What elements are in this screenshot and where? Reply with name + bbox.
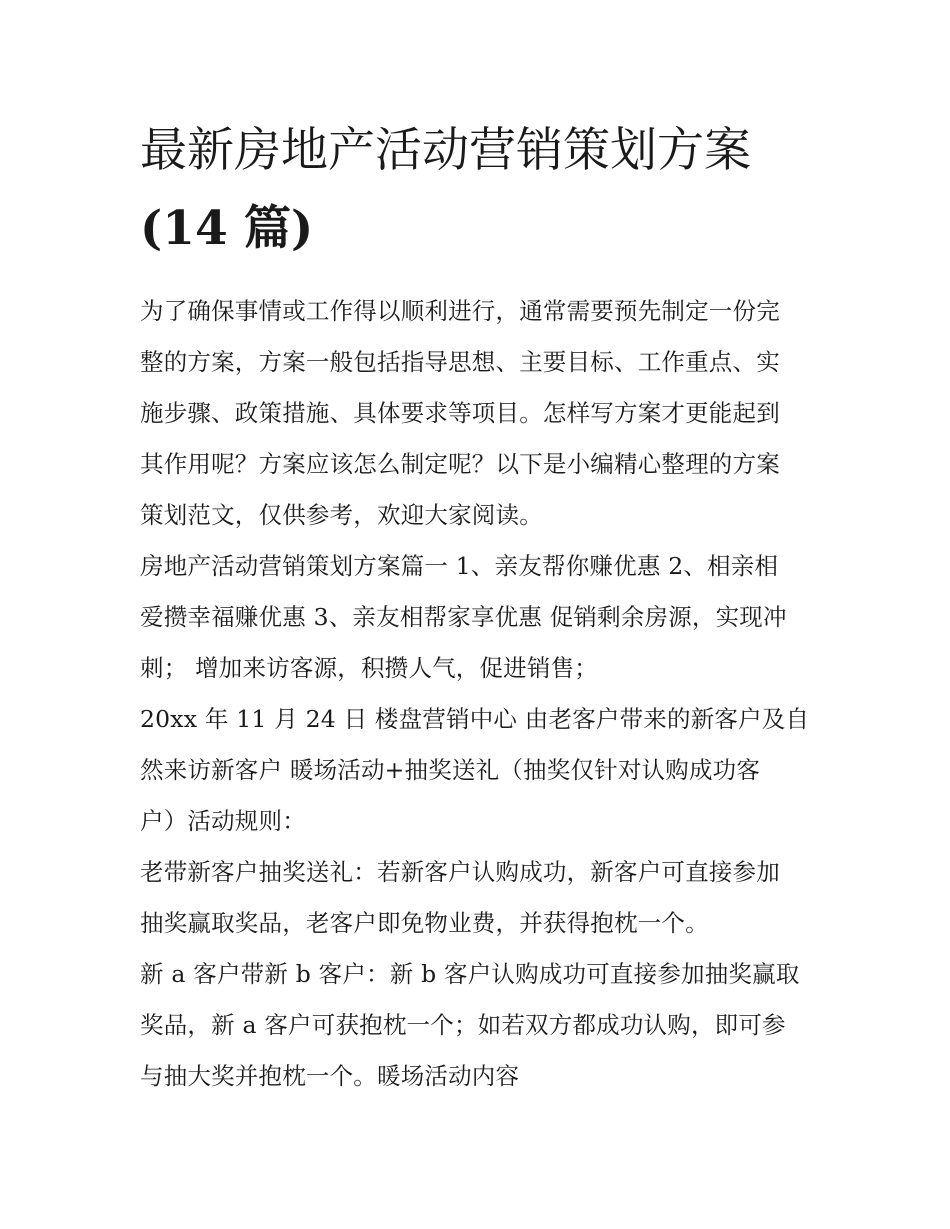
text-line: 施步骤、政策措施、具体要求等项目。怎样写方案才更能起到: [140, 399, 780, 427]
paragraph-plan-one: [140, 541, 820, 694]
text-line: 新 a 客户带新 b 客户：新 b 客户认购成功可直接参加抽奖赢取: [140, 960, 800, 988]
text-line: 抽奖赢取奖品，老客户即免物业费，并获得抱枕一个。: [140, 909, 709, 937]
text-line: 房地产活动营销策划方案篇一 1、亲友帮你赚优惠 2、相亲相: [140, 552, 779, 580]
text-line: 整的方案，方案一般包括指导思想、主要目标、工作重点、实: [140, 348, 780, 376]
text-line: 然来访新客户 暖场活动+抽奖送礼（抽奖仅针对认购成功客: [140, 756, 761, 784]
title-line-1: 最新房地产活动营销策划方案: [140, 123, 751, 178]
text-line: 老带新客户抽奖送礼：若新客户认购成功，新客户可直接参加: [140, 858, 780, 886]
text-line: 奖品，新 a 客户可获抱枕一个；如若双方都成功认购，即可参: [140, 1011, 786, 1039]
text-line: 户）活动规则：: [140, 807, 306, 835]
paragraph-event-info: [140, 694, 820, 847]
paragraph-intro: [140, 286, 820, 541]
text-line: 刺； 增加来访客源，积攒人气，促进销售；: [140, 654, 598, 682]
text-line: 为了确保事情或工作得以顺利进行，通常需要预先制定一份完: [140, 297, 780, 325]
paragraph-rule-new-new: [140, 949, 820, 1102]
paragraph-rule-old-new: [140, 847, 820, 949]
text-line: 爱攒幸福赚优惠 3、亲友相帮家享优惠 促销剩余房源，实现冲: [140, 603, 787, 631]
title-line-2: (14 篇): [140, 201, 314, 256]
document-title: [140, 112, 820, 268]
text-line: 策划范文，仅供参考，欢迎大家阅读。: [140, 501, 543, 529]
text-line: 其作用呢？方案应该怎么制定呢？以下是小编精心整理的方案: [140, 450, 780, 478]
text-line: 与抽大奖并抱枕一个。暖场活动内容: [140, 1062, 520, 1090]
text-line: 20xx 年 11 月 24 日 楼盘营销中心 由老客户带来的新客户及自: [140, 705, 810, 733]
document-page: [140, 112, 820, 1102]
